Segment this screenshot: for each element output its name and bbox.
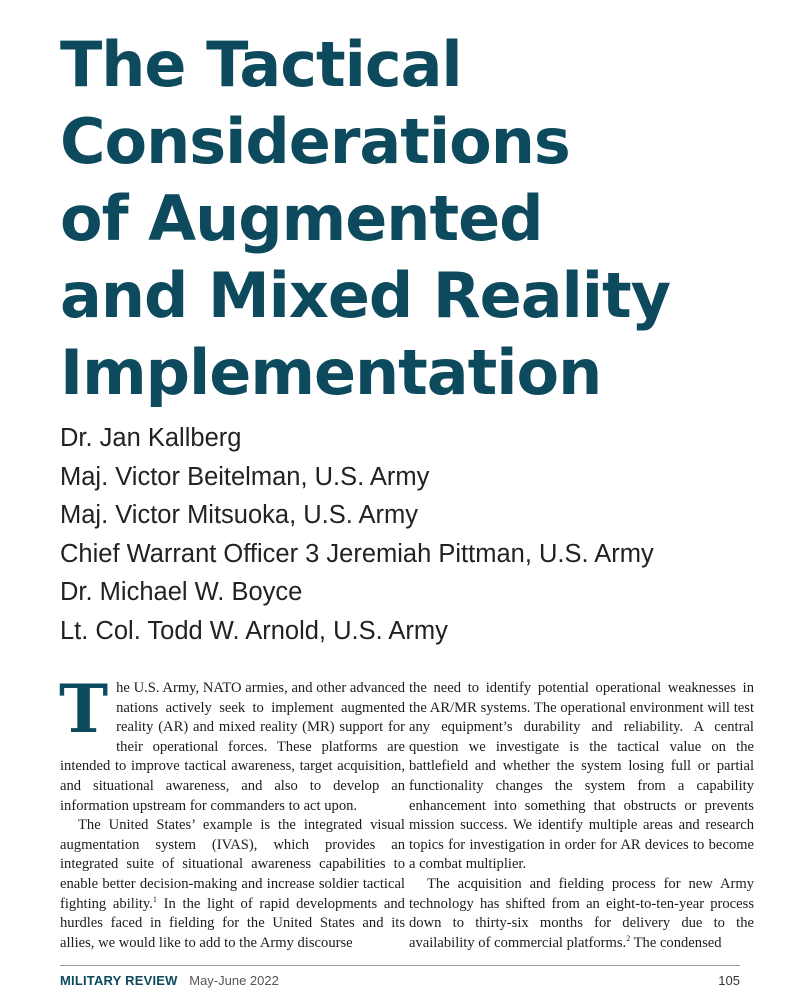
paragraph-text: The United States’ example is the integrated visual augmentation system (IVAS), which provides an integrated suite of situational awareness capabilities to enable better decision-making and increase soldier tactical fighting ability. [60,817,405,912]
footer-divider [60,965,740,966]
author-name: Dr. Jan Kallberg [60,424,242,452]
paragraph-text: The acquisition and fielding process for new Army technology has shifted from an eight-to-ten-year process down to thirty-six months for delivery due to the availability of commercial platforms. [409,875,754,951]
journal-name: MILITARY REVIEW [60,973,178,988]
paragraph-text: the need to identify potential operational weaknesses in the AR/MR systems. The operational environment will test any equipment’s durability and reliability. A central question we investigate is the tactical value on the battlefield and whether the system losing full or partial functionality changes the system from a capability enhancement into something that obstructs or prevents mission success. We identify multiple areas and research topics for investigation in order for AR devices to become a combat multiplier. [409,680,754,873]
body-paragraph-intro [59,670,405,816]
body-paragraph [409,679,754,875]
page-number: 105 [718,973,740,988]
title-line: Implementation [60,336,602,409]
author-name: Chief Warrant Officer 3 Jeremiah Pittman, U.S. Army [60,539,654,568]
body-paragraph [60,816,405,953]
footnote-reference[interactable]: 2 [626,933,631,943]
author-list [60,419,760,651]
title-line: Considerations [60,105,570,178]
article-title [60,26,760,411]
page-footer [60,973,740,989]
paragraph-text: In the light of rapid developments and hurdles faced in fielding for the United States and its allies, we would like to add to the Army discourse [60,895,405,951]
title-line: of Augmented [60,182,543,255]
issue-date: May-June 2022 [189,973,279,988]
author-name: Maj. Victor Beitelman, U.S. Army [60,462,430,491]
body-column-left [59,670,405,953]
paragraph-text: he U.S. Army, NATO armies, and other advanced nations actively seek to implement augmented reality (AR) and mixed reality (MR) support for their operational forces. These platforms are intended to improve tactical awareness, target acquisition, and situational awareness, and also to develop an information upstream for commanders to act upon. [60,680,405,814]
title-line: The Tactical [60,28,462,101]
drop-cap: T [59,670,109,748]
title-line: and Mixed Reality [60,259,671,332]
paragraph-text: The condensed [630,934,722,951]
author-name: Lt. Col. Todd W. Arnold, U.S. Army [60,616,448,645]
author-name: Maj. Victor Mitsuoka, U.S. Army [60,501,419,530]
author-name: Dr. Michael W. Boyce [60,578,303,607]
body-paragraph [409,875,754,953]
footnote-reference[interactable]: 1 [152,894,157,904]
body-column-right [409,679,754,953]
